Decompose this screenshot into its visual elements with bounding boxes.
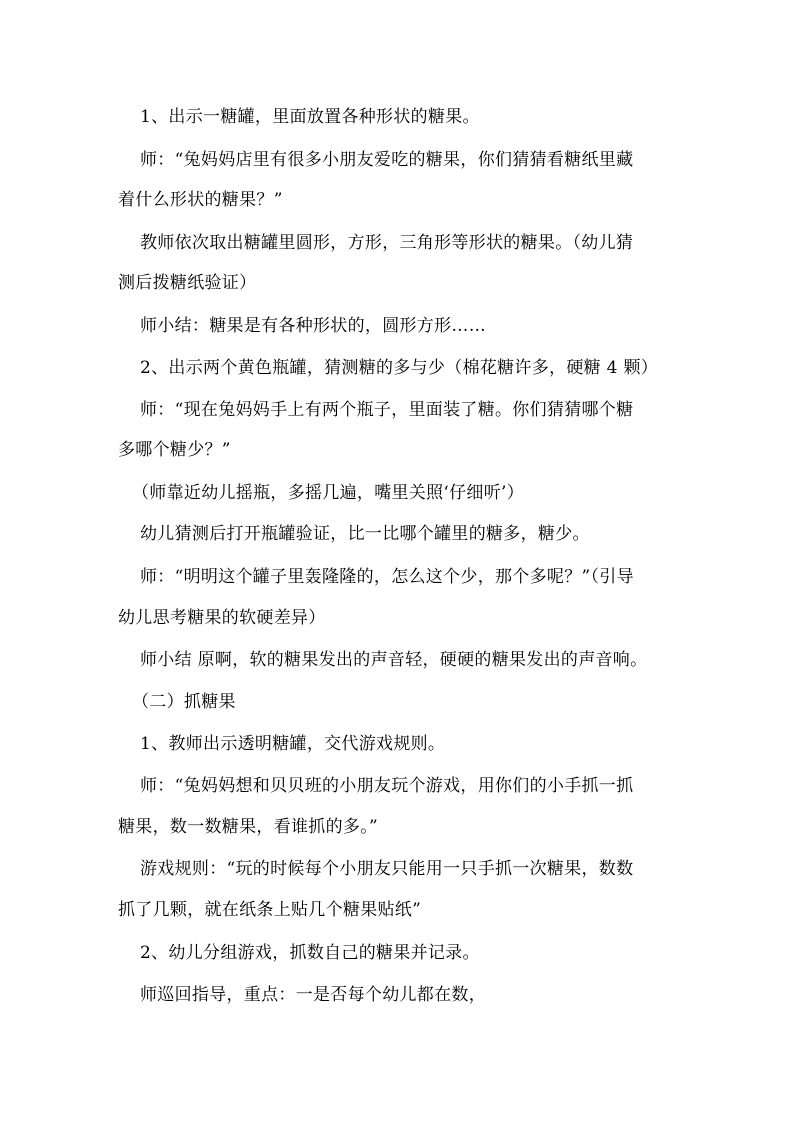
text-line: 教师依次取出糖罐里圆形，方形，三角形等形状的糖果。（幼儿猜 bbox=[140, 233, 634, 253]
text-line: 师：“明明这个罐子里轰隆隆的，怎么这个少，那个多呢？”（引导 bbox=[140, 567, 634, 587]
text-line: 师巡回指导，重点：一是否每个幼儿都在数， bbox=[140, 985, 486, 1005]
text-line: 多哪个糖少？” bbox=[118, 440, 231, 460]
text-line: 1、教师出示透明糖罐，交代游戏规则。 bbox=[140, 734, 446, 754]
text-line: 糖果，数一数糖果，看谁抓的多。” bbox=[118, 817, 378, 837]
text-line: 2、幼儿分组游戏，抓数自己的糖果并记录。 bbox=[140, 943, 480, 963]
section-heading: （二）抓糖果 bbox=[132, 692, 236, 712]
text-line: 师：“兔妈妈想和贝贝班的小朋友玩个游戏，用你们的小手抓一抓 bbox=[140, 776, 634, 796]
text-line: 师：“兔妈妈店里有很多小朋友爱吃的糖果，你们猜猜看糖纸里藏 bbox=[140, 150, 634, 170]
text-line: 抓了几颗，就在纸条上贴几个糖果贴纸” bbox=[118, 900, 422, 920]
text-line: 幼儿猜测后打开瓶罐验证，比一比哪个罐里的糖多，糖少。 bbox=[140, 524, 590, 544]
text-line: 幼儿思考糖果的软硬差异） bbox=[118, 608, 326, 628]
text-line: 测后拨糖纸验证） bbox=[118, 273, 257, 293]
text-line: 师小结 原啊，软的糖果发出的声音轻，硬硬的糖果发出的声音响。 bbox=[140, 650, 648, 670]
text-line: 着什么形状的糖果？” bbox=[118, 190, 283, 210]
text-line: 1、出示一糖罐，里面放置各种形状的糖果。 bbox=[140, 107, 480, 127]
text-line: 游戏规则：“玩的时候每个小朋友只能用一只手抓一次糖果，数数 bbox=[140, 859, 634, 879]
text-line: （师靠近幼儿摇瓶，多摇几遍，嘴里关照‘仔细听’） bbox=[132, 483, 525, 503]
text-line: 师：“现在兔妈妈手上有两个瓶子，里面装了糖。你们猜猜哪个糖 bbox=[140, 400, 634, 420]
text-line: 2、出示两个黄色瓶罐，猜测糖的多与少（棉花糖许多，硬糖 4 颗） bbox=[140, 358, 659, 378]
text-line: 师小结：糖果是有各种形状的，圆形方形…… bbox=[140, 316, 486, 336]
